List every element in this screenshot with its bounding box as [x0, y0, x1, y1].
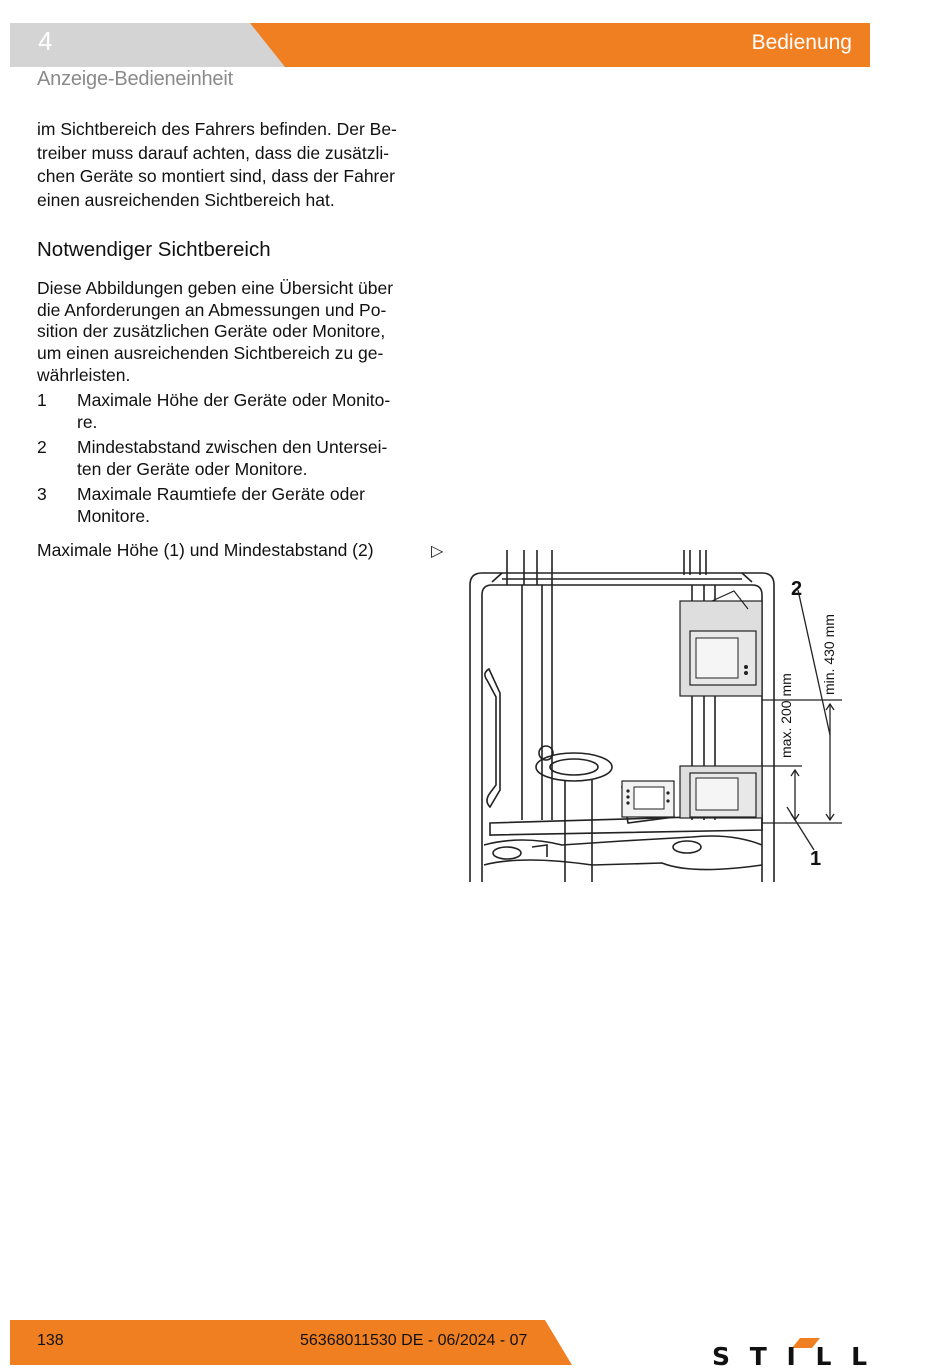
header-band [10, 23, 870, 67]
callout-1: 1 [810, 848, 822, 870]
legend-list [37, 390, 422, 531]
text-line: treiber muss darauf achten, dass die zusätzli- [37, 142, 390, 163]
list-item [37, 390, 422, 433]
subheading: Notwendiger Sichtbereich [37, 238, 271, 261]
caption-arrow-icon: ▷ [431, 543, 444, 560]
list-text: Maximale Raumtiefe der Geräte oder Monitore. [77, 484, 365, 526]
dimension-label-min: min. 430 mm [821, 614, 837, 695]
text-line: um einen ausreichenden Sichtbereich zu ge- [37, 343, 384, 364]
list-number: 3 [37, 484, 47, 504]
section-title: Anzeige-Bedieneinheit [37, 68, 233, 90]
text-line: währleisten. [37, 364, 131, 385]
chapter-title: Bedienung [751, 31, 852, 54]
text-line: sition der zusätzlichen Geräte oder Monitore, [37, 321, 386, 342]
page-number: 138 [37, 1332, 64, 1349]
chapter-number: 4 [38, 26, 53, 56]
list-text: Maximale Höhe der Geräte oder Monito- re. [77, 390, 391, 432]
document-reference: 56368011530 DE - 06/2024 - 07 [300, 1332, 528, 1349]
figure-caption: Maximale Höhe (1) und Mindestabstand (2) [37, 540, 374, 560]
still-logo [712, 1338, 872, 1366]
list-item [37, 484, 422, 527]
list-text: Mindestabstand zwischen den Untersei- ten der Geräte oder Monitore. [77, 437, 388, 479]
description-paragraph [37, 278, 422, 387]
list-number: 1 [37, 390, 47, 410]
brand-wordmark: STILL [712, 1342, 870, 1366]
callout-2: 2 [791, 578, 803, 600]
intro-paragraph [37, 118, 422, 212]
forklift-cab-illustration [462, 545, 847, 890]
text-line: chen Geräte so montiert sind, dass der Fahrer [37, 166, 395, 186]
list-item [37, 437, 422, 480]
dimension-label-max: max. 200 mm [778, 673, 794, 758]
text-line: Diese Abbildungen geben eine Übersicht über [37, 278, 394, 298]
text-line: die Anforderungen an Abmessungen und Po- [37, 299, 387, 320]
list-number: 2 [37, 437, 47, 457]
text-line: im Sichtbereich des Fahrers befinden. Der Be- [37, 119, 397, 139]
text-line: einen ausreichenden Sichtbereich hat. [37, 189, 335, 210]
